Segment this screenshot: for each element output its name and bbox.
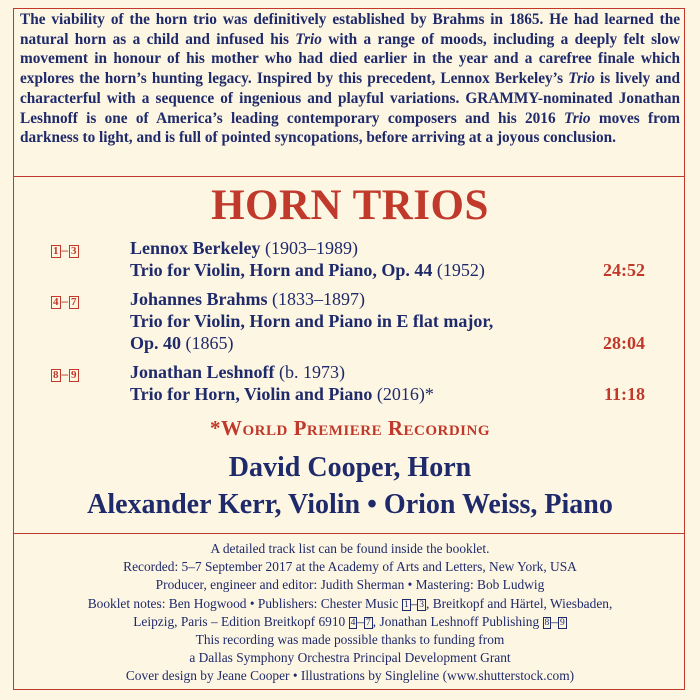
track-range: 4 – 7	[53, 293, 77, 308]
credit-line: Leipzig, Paris – Edition Breitkopf 6910 4 – 7 , Jonathan Leshnoff Publishing 8 – 9	[133, 613, 565, 629]
work-line: Trio for Violin, Horn and Piano, Op. 44 (1952)	[130, 260, 485, 280]
composer-line: Lennox Berkeley (1903–1989)	[130, 238, 358, 258]
credit-line: Cover design by Jeane Cooper • Illustrations by Singleline (www.shutterstock.com)	[125, 668, 575, 684]
work-line: Trio for Horn, Violin and Piano (2016)*	[130, 384, 434, 404]
world-premiere-label: *World Premiere Recording	[209, 416, 490, 440]
credits-block	[0, 540, 700, 686]
track-range: 8 – 9	[53, 366, 77, 381]
duration: 11:18	[603, 384, 645, 404]
divider-top	[13, 176, 685, 177]
credit-line: A detailed track list can be found inside the booklet.	[210, 541, 490, 556]
credit-line: This recording was made possible thanks to funding from	[195, 632, 505, 648]
composer-line: Johannes Brahms (1833–1897)	[130, 289, 366, 309]
divider-bottom	[13, 533, 685, 534]
credit-line: Recorded: 5–7 September 2017 at the Academy of Arts and Letters, New York, USA	[123, 559, 577, 575]
performer-line-2: Alexander Kerr, Violin • Orion Weiss, Piano	[87, 489, 613, 520]
intro-paragraph: The viability of the horn trio was definitively established by Brahms in 1865. He had learned the natural horn as a child and infused his Trio with a range of moods, including a deeply felt slow movement in honour of his mother who had died earlier in the year and a carefree finale which explores the horn’s hunting legacy. Inspired by this precedent, Lennox Berkeley’s Trio is lively and characterful with a sequence of ingenious and playful variations. GRAMMY-nominated Jonathan Leshnoff is one of America’s leading contemporary composers and his 2016 Trio moves from darkness to light, and is full of pointed syncopations, before arriving at a joyous conclusion.	[20, 11, 681, 147]
credit-line: a Dallas Symphony Orchestra Principal Development Grant	[189, 650, 511, 666]
credit-line: Booklet notes: Ben Hogwood • Publishers: Chester Music 1 – 3 , Breitkopf and Härtel, Wiesbaden,	[87, 595, 613, 611]
duration: 28:04	[603, 333, 645, 353]
credit-line: Producer, engineer and editor: Judith Sherman • Mastering: Bob Ludwig	[155, 577, 545, 593]
performer-line-1: David Cooper, Horn	[228, 452, 472, 483]
album-title: HORN TRIOS	[211, 182, 489, 229]
work-line-2: Op. 40 (1865)	[130, 333, 234, 353]
composer-line: Jonathan Leshnoff (b. 1973)	[130, 362, 346, 382]
duration: 24:52	[603, 260, 645, 280]
track-range: 1 – 3	[53, 242, 77, 257]
work-line: Trio for Violin, Horn and Piano in E flat major,	[130, 311, 494, 331]
